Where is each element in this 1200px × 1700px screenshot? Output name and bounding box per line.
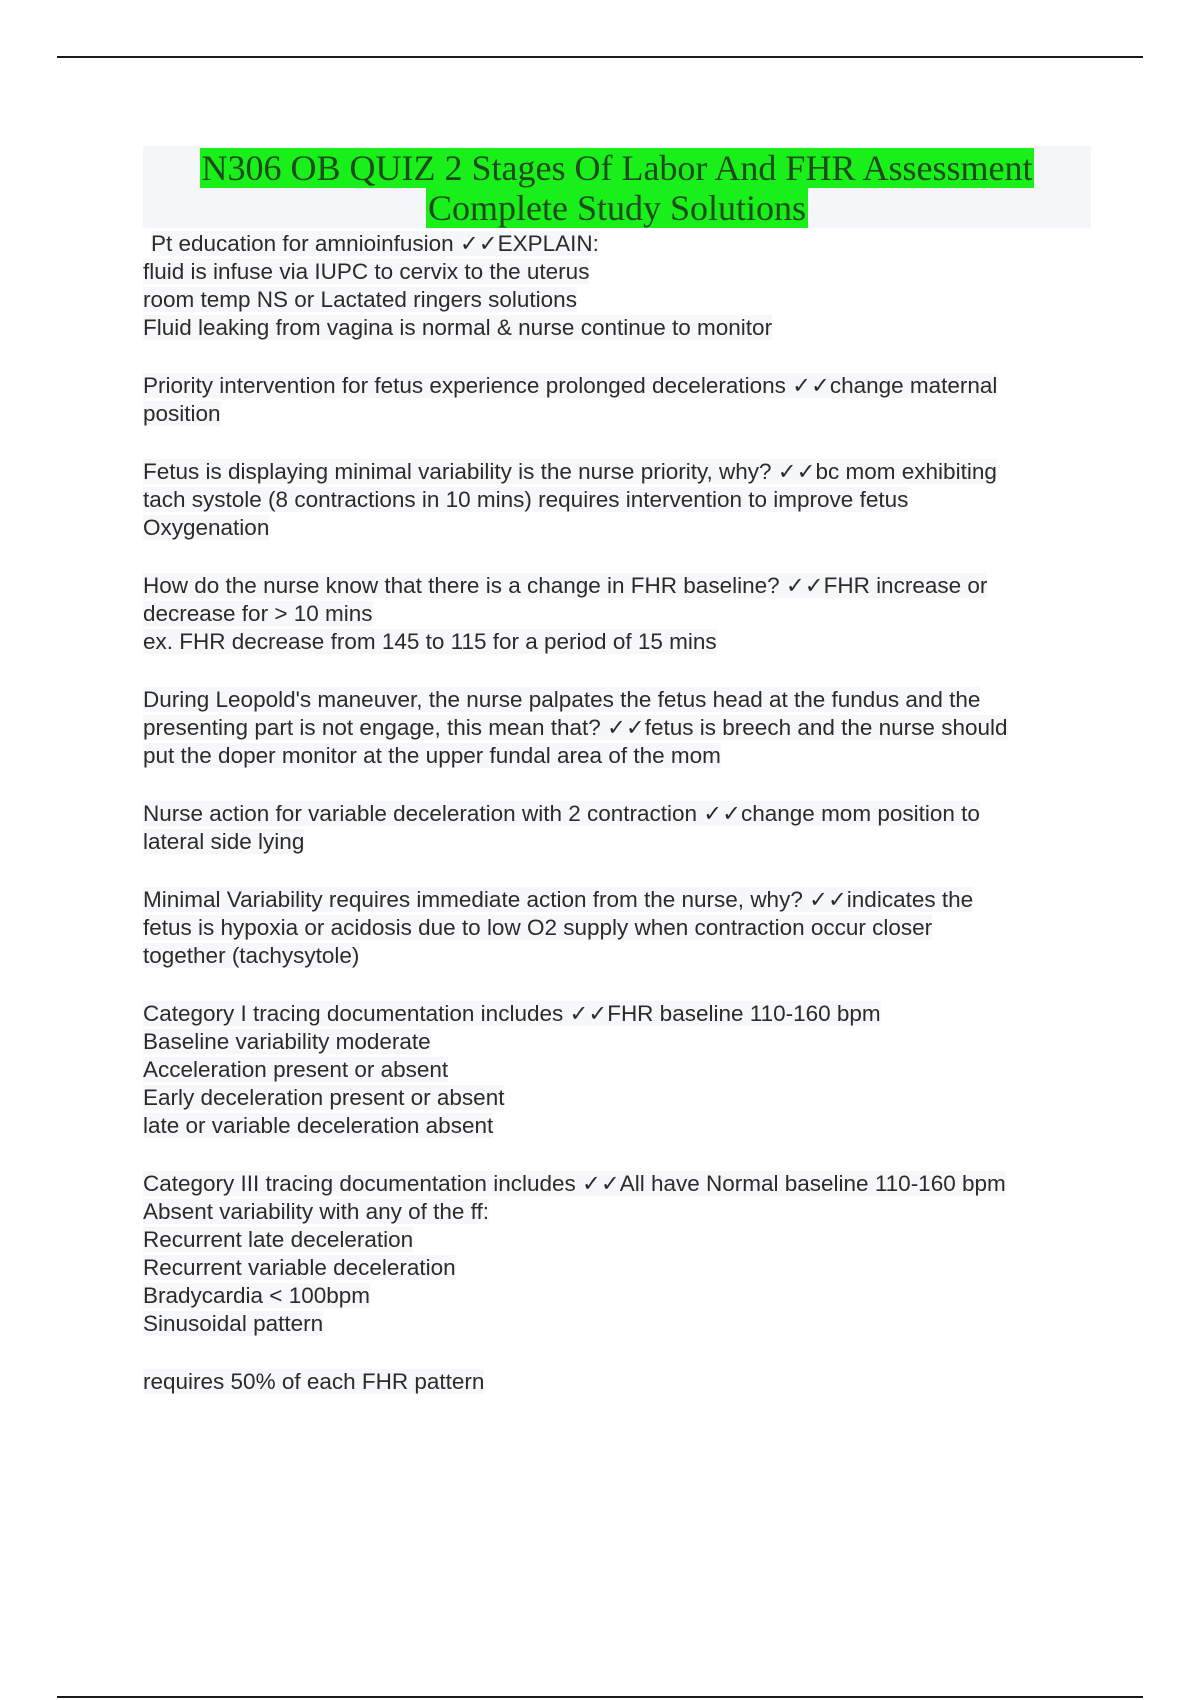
qa-line: position — [143, 401, 221, 426]
qa-line: During Leopold's maneuver, the nurse palpates the fetus head at the fundus and the — [143, 687, 981, 712]
qa-item — [143, 800, 1103, 856]
qa-line: together (tachysytole) — [143, 943, 360, 968]
qa-line: put the doper monitor at the upper fundal area of the mom — [143, 743, 721, 768]
qa-item — [143, 686, 1103, 770]
qa-line: Baseline variability moderate — [143, 1029, 431, 1054]
qa-line: fetus is hypoxia or acidosis due to low O2 supply when contraction occur closer — [143, 915, 933, 940]
qa-item — [143, 230, 1103, 342]
qa-line: Pt education for amnioinfusion ✓✓EXPLAIN: — [151, 231, 599, 256]
qa-line: Absent variability with any of the ff: — [143, 1199, 490, 1224]
qa-line: Category III tracing documentation includes ✓✓All have Normal baseline 110-160 bpm — [143, 1171, 1006, 1196]
qa-line: fluid is infuse via IUPC to cervix to the uterus — [143, 259, 590, 284]
qa-line: ex. FHR decrease from 145 to 115 for a period of 15 mins — [143, 629, 717, 654]
title-line-1: N306 OB QUIZ 2 Stages Of Labor And FHR Assessment — [201, 148, 1033, 188]
qa-line: Fluid leaking from vagina is normal & nurse continue to monitor — [143, 315, 773, 340]
qa-item — [143, 572, 1103, 656]
qa-item — [143, 1000, 1103, 1140]
qa-line: decrease for > 10 mins — [143, 601, 373, 626]
title-band — [143, 146, 1091, 228]
qa-item — [143, 372, 1103, 428]
qa-item — [143, 886, 1103, 970]
qa-item — [143, 1170, 1103, 1338]
qa-line: room temp NS or Lactated ringers solutions — [143, 287, 577, 312]
qa-line: Recurrent variable deceleration — [143, 1255, 456, 1280]
qa-line: How do the nurse know that there is a change in FHR baseline? ✓✓FHR increase or — [143, 573, 988, 598]
qa-line: lateral side lying — [143, 829, 305, 854]
bottom-rule — [57, 1696, 1143, 1698]
qa-line: Bradycardia < 100bpm — [143, 1283, 371, 1308]
qa-line: Sinusoidal pattern — [143, 1311, 324, 1336]
document-title — [143, 146, 1091, 228]
qa-line: Fetus is displaying minimal variability is the nurse priority, why? ✓✓bc mom exhibiting — [143, 459, 997, 484]
qa-line: Category I tracing documentation includes ✓✓FHR baseline 110-160 bpm — [143, 1001, 881, 1026]
qa-line: Minimal Variability requires immediate action from the nurse, why? ✓✓indicates the — [143, 887, 974, 912]
qa-line: Acceleration present or absent — [143, 1057, 449, 1082]
qa-line: Early deceleration present or absent — [143, 1085, 505, 1110]
qa-line: late or variable deceleration absent — [143, 1113, 494, 1138]
qa-line: tach systole (8 contractions in 10 mins) requires intervention to improve fetus — [143, 487, 909, 512]
title-line-2: Complete Study Solutions — [427, 188, 807, 228]
qa-line: Oxygenation — [143, 515, 270, 540]
footer-note: requires 50% of each FHR pattern — [143, 1369, 485, 1394]
qa-line: Priority intervention for fetus experience prolonged decelerations ✓✓change maternal — [143, 373, 998, 398]
qa-item — [143, 458, 1103, 542]
qa-content — [143, 230, 1103, 1396]
qa-line: presenting part is not engage, this mean that? ✓✓fetus is breech and the nurse should — [143, 715, 1008, 740]
qa-line: Nurse action for variable deceleration with 2 contraction ✓✓change mom position to — [143, 801, 980, 826]
qa-line: Recurrent late deceleration — [143, 1227, 414, 1252]
top-rule — [57, 56, 1143, 58]
